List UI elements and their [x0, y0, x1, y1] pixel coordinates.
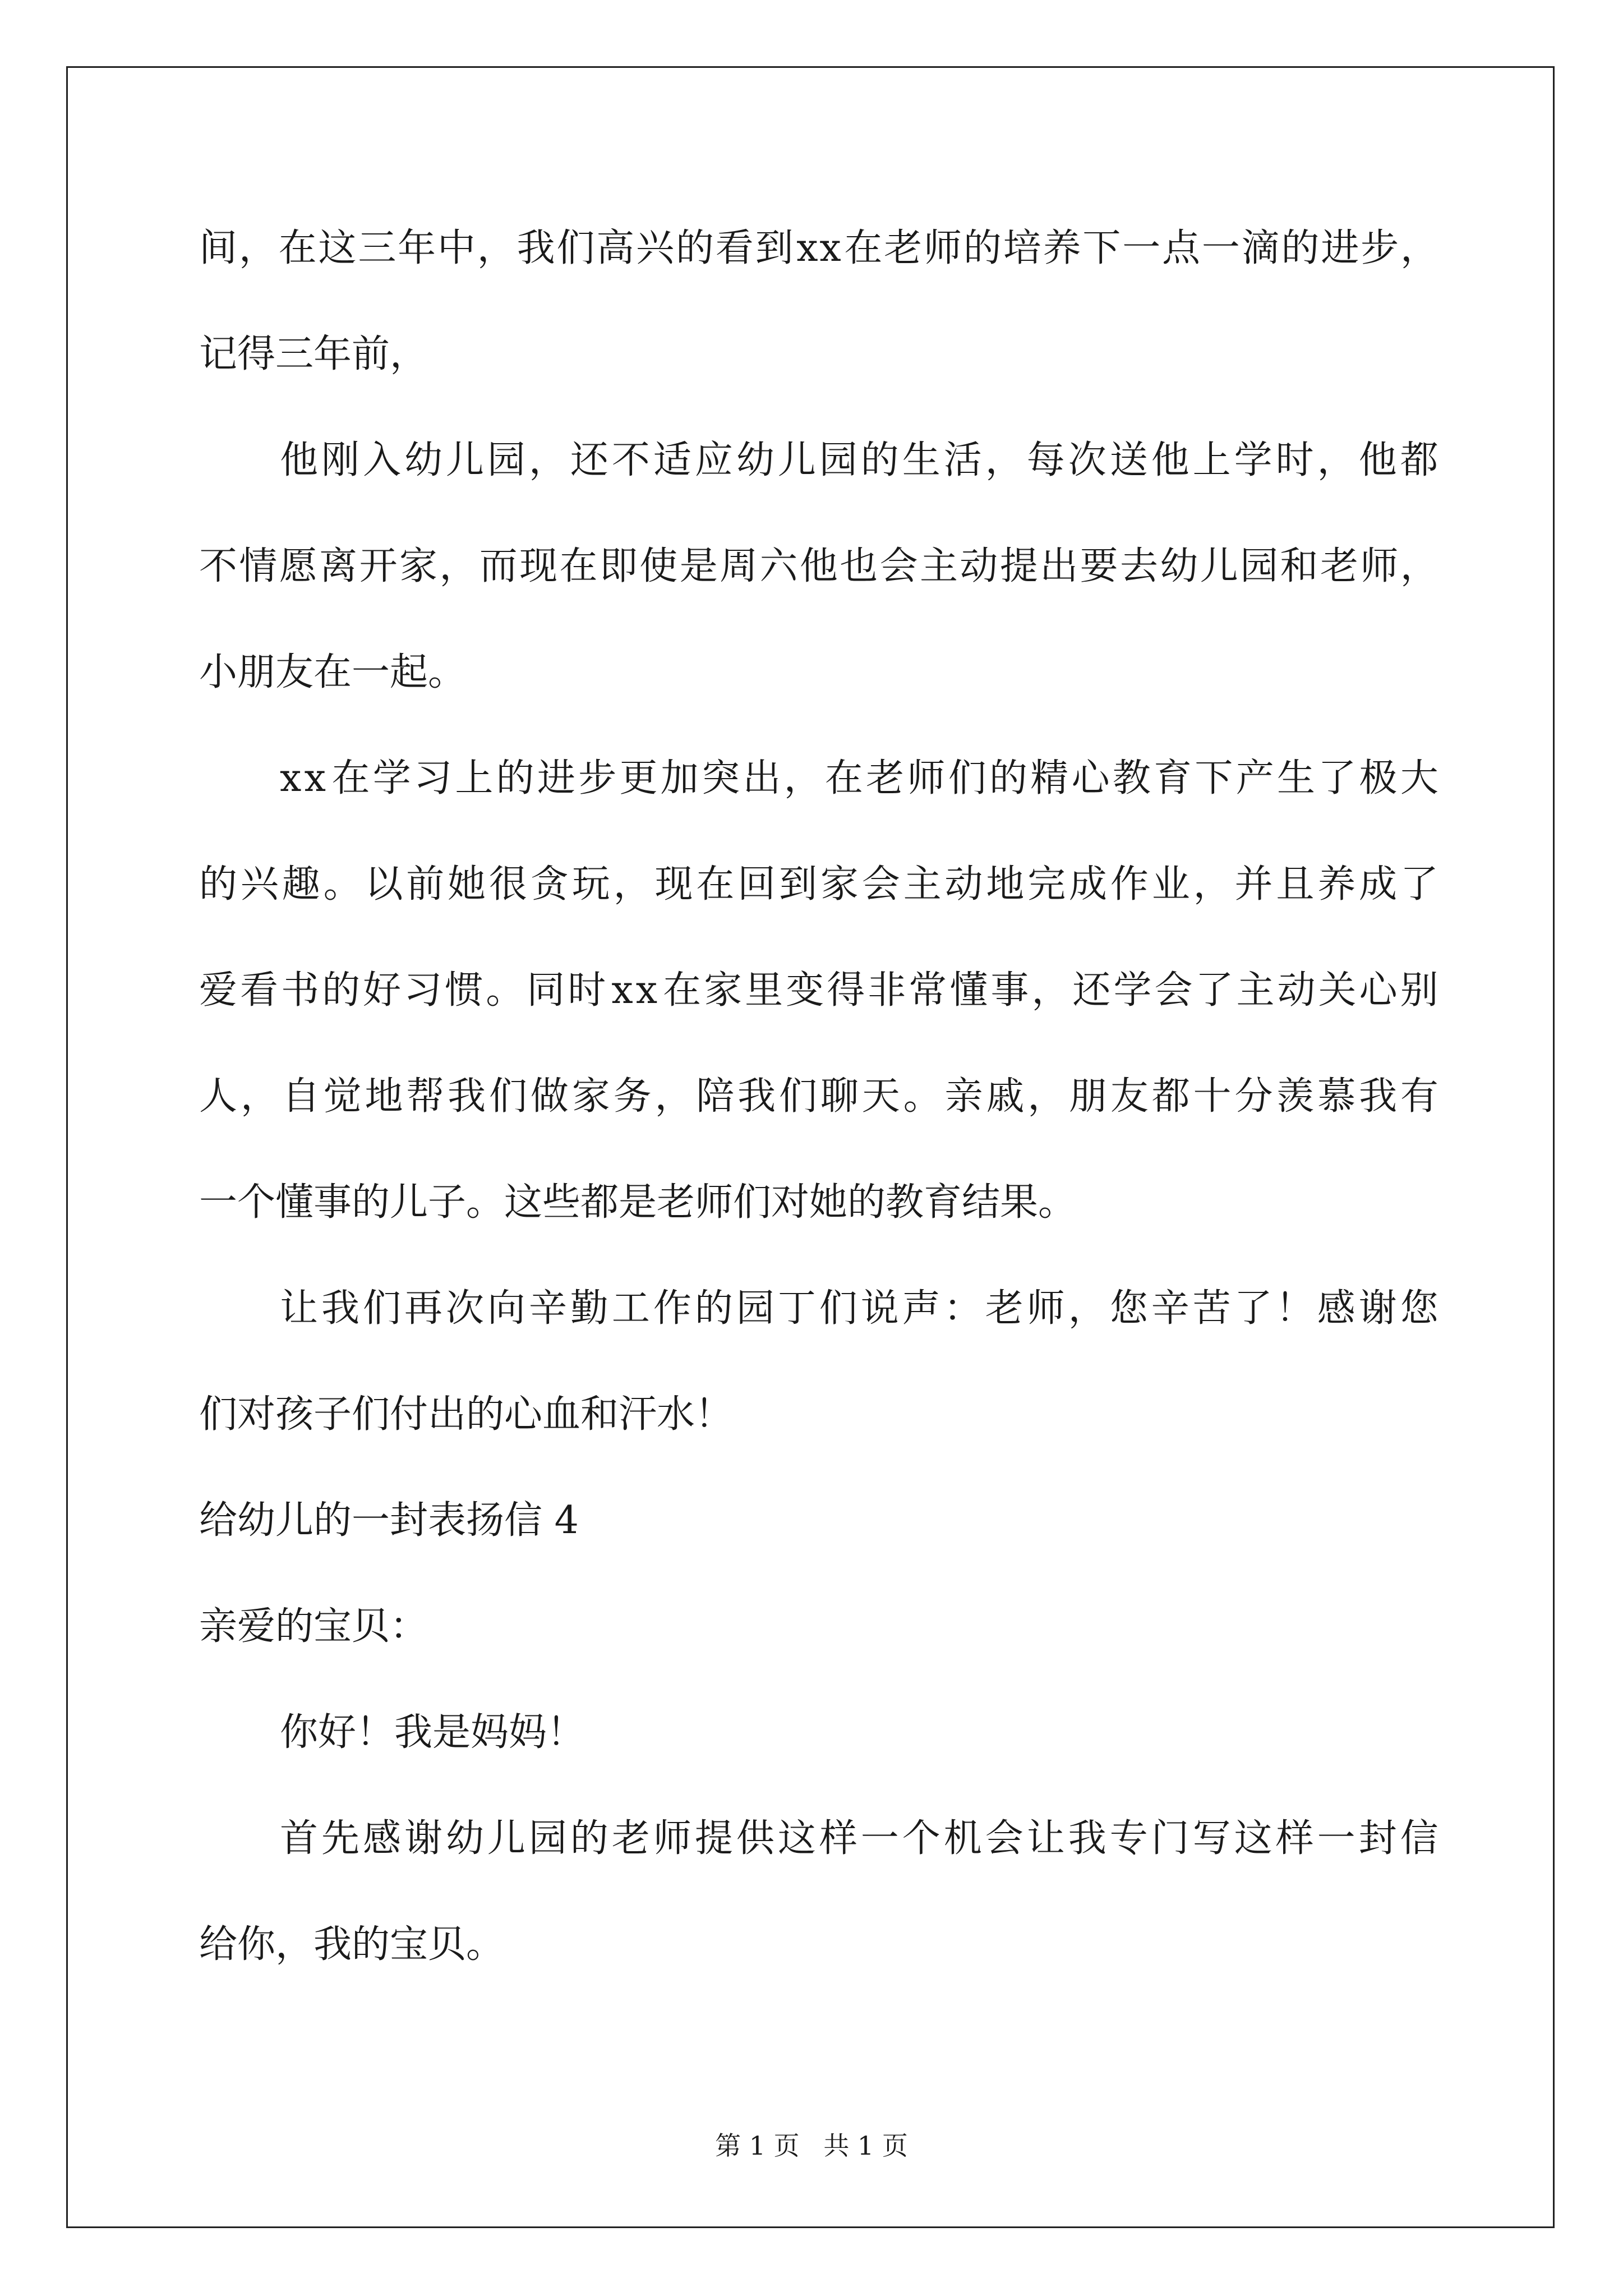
page-number-current: 第 1 页 — [715, 2131, 800, 2161]
text-line: 的 兴 趣 。 以 前 她 很 贪 玩 ， 现 在 回 到 家 会 主 动 地 完 成 作 业 ， 并 且 养 成 了 — [199, 862, 1438, 907]
text-line: 小朋友在一起。 — [199, 650, 467, 694]
text-line: 人 ， 自 觉 地 帮 我 们 做 家 务 ， 陪 我 们 聊 天 。 亲 戚 ， 朋 友 都 十 分 羡 慕 我 有 — [199, 1074, 1438, 1119]
text-line: 首 先 感 谢 幼 儿 园 的 老 师 提 供 这 样 一 个 机 会 让 我 专 门 写 这 样 一 封 信 — [280, 1816, 1438, 1861]
text-line: 们对孩子们付出的心血和汗水！ — [199, 1392, 734, 1437]
page-footer — [0, 2129, 1623, 2162]
text-line: 不 情 愿 离 开 家 ， 而 现 在 即 使 是 周 六 他 也 会 主 动 提 出 要 去 幼 儿 园 和 老 师 ， — [199, 544, 1438, 588]
text-line: 让 我 们 再 次 向 辛 勤 工 作 的 园 丁 们 说 声 ： 老 师 ， 您 辛 苦 了 ！ 感 谢 您 — [280, 1286, 1438, 1331]
text-line: 记得三年前， — [199, 332, 428, 376]
text-line: x x 在 学 习 上 的 进 步 更 加 突 出 ， 在 老 师 们 的 精 心 教 育 下 产 生 了 极 大 — [280, 756, 1438, 800]
text-line: 爱 看 书 的 好 习 惯 。 同 时 x x 在 家 里 变 得 非 常 懂 事 ， 还 学 会 了 主 动 关 心 别 — [199, 968, 1438, 1013]
page-number-total: 共 1 页 — [823, 2131, 908, 2161]
text-line: 给幼儿的一封表扬信 4 — [199, 1498, 579, 1543]
text-line: 他 刚 入 幼 儿 园 ， 还 不 适 应 幼 儿 园 的 生 活 ， 每 次 送 他 上 学 时 ， 他 都 — [280, 438, 1438, 482]
text-line: 间 ， 在 这 三 年 中 ， 我 们 高 兴 的 看 到 x x 在 老 师 的 培 养 下 一 点 一 滴 的 进 步 ， — [199, 226, 1438, 270]
text-line: 亲爱的宝贝： — [199, 1604, 428, 1649]
text-line: 一个懂事的儿子。这些都是老师们对她的教育结果。 — [199, 1180, 1077, 1225]
text-line: 你好！我是妈妈！ — [280, 1710, 585, 1755]
text-line: 给你，我的宝贝。 — [199, 1922, 505, 1967]
document-body — [199, 222, 1438, 1971]
